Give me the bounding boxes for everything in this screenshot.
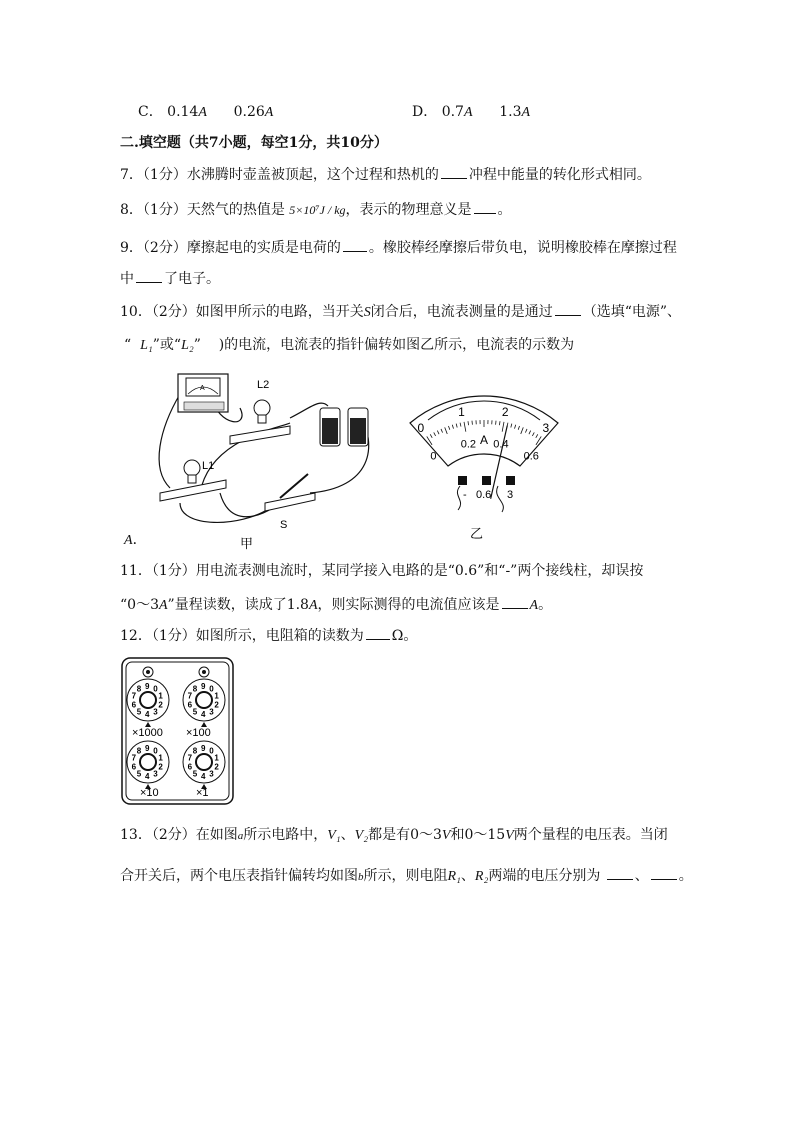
answer-blank[interactable]: [555, 301, 581, 316]
question-12: [120, 625, 417, 646]
q13-text-c: 都是有0～3: [368, 827, 442, 843]
r2-var: R₂: [474, 869, 489, 884]
ammeter: [178, 374, 228, 412]
dial-digit: 6: [131, 700, 137, 710]
q13-text-d: 和0～15: [450, 827, 506, 843]
resistance-box-figure: [120, 656, 235, 806]
dial-digit: 8: [136, 684, 142, 694]
dial-digit: 0: [209, 684, 214, 694]
q11-text-a: 11．（1分）用电流表测电流时，某同学接入电路的是“0.6”和“-”两个接线柱，却误按: [120, 563, 644, 579]
figure-label-yi: 乙: [470, 526, 484, 541]
dial-digit: 9: [201, 682, 206, 691]
dial-knob: [196, 692, 212, 708]
q8-text-a: 8．（1分）天然气的热值是: [120, 202, 285, 218]
q9-text-d: 了电子。: [164, 271, 220, 287]
dial-digit: 4: [201, 710, 206, 719]
fig-b-var: b: [358, 871, 364, 883]
q7-text-b: 冲程中能量的转化形式相同。: [468, 167, 651, 183]
q13-text-g: 所示，则电阻: [363, 868, 448, 884]
dial-digit: 2: [214, 762, 219, 772]
q9-text-c: 中: [120, 271, 134, 287]
unit-a: A: [124, 533, 133, 548]
figure-label-jia: 甲: [240, 536, 254, 551]
multiplier-1000: ×1000: [132, 727, 163, 739]
question-9-line-2: [120, 268, 220, 289]
dial-digit: 8: [136, 746, 142, 756]
unit-v: V: [505, 828, 514, 843]
multiplier-10: ×10: [140, 787, 159, 799]
section-title: 二.填空题（共7小题，每空1分，共10分）: [120, 135, 388, 151]
q9-text-a: 9．（2分）摩擦起电的实质是电荷的: [120, 240, 341, 256]
dial-digit: 3: [209, 769, 214, 779]
dial-digit: 4: [145, 710, 150, 719]
q8-text-c: 。: [497, 202, 512, 218]
q10-text-a: 10．（2分）如图甲所示的电路，当开关: [120, 304, 364, 320]
meter-inner-tick-label: 0.6: [523, 450, 539, 463]
dial-digit: 2: [158, 762, 163, 772]
dial-digit: 5: [192, 769, 198, 779]
dial-digit: 1: [214, 691, 219, 701]
unit-a: A: [529, 598, 539, 613]
q10-text-d: )的电流，电流表的指针偏转如图乙所示，电流表的示数为: [218, 337, 575, 353]
answer-blank[interactable]: [651, 865, 677, 880]
dial-digit: 0: [153, 746, 158, 756]
dial-digit: 4: [201, 772, 206, 781]
dial-digit: 3: [209, 707, 214, 717]
option-c: [138, 102, 273, 123]
multiplier-100: ×100: [186, 727, 211, 739]
r1-var: R₁: [447, 869, 461, 884]
question-9-line-1: [120, 237, 677, 258]
switch: [265, 474, 315, 531]
dial-digit: 2: [158, 700, 163, 710]
q9-text-b: 。橡胶棒经摩擦后带负电，说明橡胶棒在摩擦过程: [368, 240, 677, 256]
question-10-line-1: [120, 301, 681, 323]
dial-digit: 7: [187, 753, 193, 763]
question-10-line-2: [124, 335, 574, 356]
q13-text-a: 13．（2分）在如图: [120, 827, 238, 843]
dial-digit: 7: [131, 691, 137, 701]
unit-a: A: [158, 598, 168, 613]
dial-digit: 5: [136, 769, 142, 779]
dial-digit: 9: [145, 682, 150, 691]
q10-text-or: ”或“: [152, 337, 182, 353]
v2-var: V₂: [354, 828, 369, 843]
dial-digit: 6: [131, 762, 137, 772]
q10-text-b: 闭合后，电流表测量的是通过: [370, 304, 553, 320]
q13-end: 。: [678, 868, 693, 884]
unit-a: A: [521, 105, 531, 120]
option-d-label: D．: [412, 104, 438, 120]
multiplier-1: ×1: [196, 787, 209, 799]
dial-digit: 9: [145, 744, 150, 753]
answer-blank[interactable]: [343, 237, 367, 252]
q13-text-f: 合开关后，两个电压表指针偏转均如图: [120, 868, 358, 884]
meter-outer-tick-label: 3: [542, 420, 550, 435]
q13-sep: 、: [340, 827, 355, 843]
dial-digit: 2: [214, 700, 219, 710]
switch-var: S: [363, 305, 371, 320]
l2-label: L2: [257, 379, 270, 391]
q11-text-c: ，则实际测得的电流值应该是: [317, 597, 500, 613]
q13-text-b: 所示电路中，: [243, 827, 328, 843]
q13-sep: 、: [634, 868, 649, 884]
question-8: [120, 199, 512, 220]
q11-range: “0～3: [120, 597, 159, 613]
q11-text-b: ”量程读数，读成了1.8: [167, 597, 309, 613]
v1-var: V₁: [327, 828, 341, 843]
option-d-value-2: 1.3: [499, 104, 522, 120]
option-c-label: C．: [138, 104, 163, 120]
question-13-line-1: [120, 825, 668, 846]
q7-text-a: 7．（1分）水沸腾时壶盖被顶起，这个过程和热机的: [120, 167, 439, 183]
option-d-value-1: 0.7: [441, 104, 464, 120]
dial-digit: 8: [192, 684, 198, 694]
dial-digit: 9: [201, 744, 206, 753]
dial-knob: [196, 754, 212, 770]
q12-text-b: Ω。: [391, 628, 418, 644]
q10-quote-close: ”: [193, 337, 201, 353]
unit-a: A: [264, 105, 274, 120]
answer-blank[interactable]: [136, 268, 162, 283]
q10-quote-open: “: [124, 337, 132, 353]
wire: [159, 394, 180, 488]
fig-a-var: a: [237, 830, 244, 842]
q10-text-c: （选填“电源”、: [582, 304, 682, 320]
l1-var: L₁: [140, 338, 153, 353]
answer-blank[interactable]: [502, 594, 528, 609]
switch-label: S: [280, 519, 288, 531]
wire: [180, 503, 270, 522]
option-c-value-2: 0.26: [233, 104, 265, 120]
answer-blank[interactable]: [441, 164, 467, 179]
terminal-0-6: 0.6: [476, 489, 492, 501]
unit-a: A: [198, 105, 207, 120]
ammeter-dial-figure: [400, 378, 570, 543]
dial-digit: 1: [158, 753, 163, 763]
option-d: [412, 102, 530, 123]
meter-inner-tick-label: 0.4: [493, 438, 509, 451]
dial-knob: [140, 754, 156, 770]
q13-sep: 、: [460, 868, 475, 884]
q13-text-h: 两端的电压分别为: [488, 868, 601, 884]
question-13-line-2: [120, 865, 693, 887]
meter-outer-tick-label: 0: [417, 420, 425, 435]
q8-text-b: ，表示的物理意义是: [345, 202, 472, 218]
dial-digit: 1: [214, 753, 219, 763]
meter-symbol: A: [480, 433, 489, 447]
question-11-line-2: [120, 594, 552, 616]
dial-digit: 6: [187, 762, 193, 772]
answer-blank[interactable]: [474, 199, 496, 214]
answer-blank[interactable]: [366, 625, 390, 640]
battery: [320, 408, 368, 446]
dial-knob: [140, 692, 156, 708]
dial-digit: 0: [153, 684, 158, 694]
dial-digit: 6: [187, 700, 193, 710]
meter-inner-tick-label: 0.2: [460, 438, 477, 451]
l2-var: L₂: [181, 338, 194, 353]
dial-digit: 5: [192, 707, 198, 717]
circuit-figure: [140, 368, 400, 553]
dial-digit: 7: [131, 753, 137, 763]
q10-end: ．: [132, 532, 147, 548]
meter-terminals: [457, 476, 515, 512]
q13-text-e: 两个量程的电压表。当闭: [513, 827, 668, 843]
meter-outer-tick-label: 1: [458, 405, 465, 420]
dial-digit: 5: [136, 707, 142, 717]
dial-digit: 3: [153, 769, 158, 779]
dial-digit: 7: [187, 691, 193, 701]
q12-text-a: 12．（1分）如图所示，电阻箱的读数为: [120, 628, 364, 644]
l1-label: L1: [202, 460, 215, 472]
unit-v: V: [441, 828, 451, 843]
q11-end: 。: [538, 597, 553, 613]
bulb-l2: [230, 379, 290, 444]
heat-value-formula: 5×10⁷J / kg: [289, 203, 346, 217]
option-c-value-1: 0.14: [167, 104, 199, 120]
question-7: [120, 164, 651, 185]
terminal-minus: -: [463, 489, 467, 501]
meter-outer-tick-label: 2: [501, 405, 509, 420]
dial-digit: 0: [209, 746, 214, 756]
meter-inner-tick-label: 0: [430, 450, 437, 463]
bulb-l1: [160, 460, 226, 501]
question-11-line-1: [120, 561, 643, 581]
unit-a: A: [308, 598, 318, 613]
dial-digit: 8: [192, 746, 198, 756]
dial-digit: 1: [158, 691, 163, 701]
ammeter-symbol: A: [200, 385, 205, 392]
dial-digit: 3: [153, 707, 158, 717]
question-10-line-3: [124, 530, 147, 551]
answer-blank[interactable]: [607, 865, 633, 880]
dial-digit: 4: [145, 772, 150, 781]
terminal-3: 3: [507, 489, 514, 501]
unit-a: A: [463, 105, 473, 120]
